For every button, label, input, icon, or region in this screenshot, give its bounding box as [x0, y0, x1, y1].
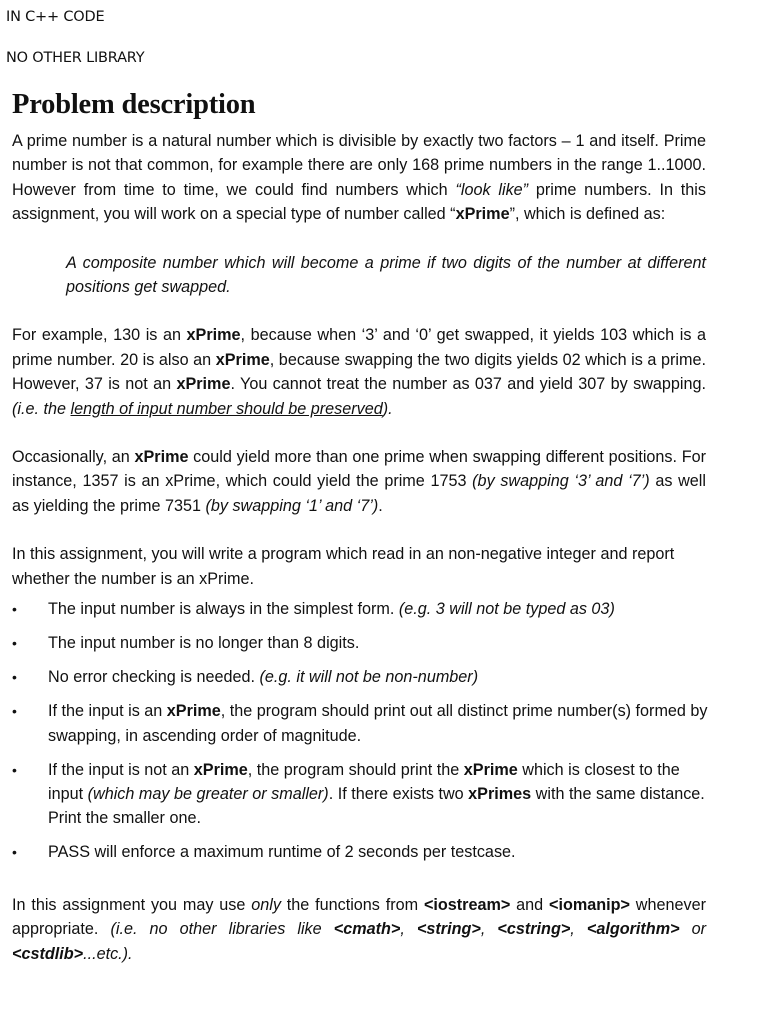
libs-sep: , [400, 920, 417, 939]
cstdlib-header: <cstdlib> [12, 944, 84, 963]
bullet-dot: • [12, 669, 17, 686]
bullet-note: (which may be greater or smaller) [87, 784, 329, 803]
bullet-dot: • [12, 601, 17, 618]
libs-text: In this assignment you may use [12, 895, 252, 914]
libs-text: whenever appropriate. [12, 895, 706, 939]
xprime-definition: A composite number which will become a prime if two digits of the number at different positions get swapped. [66, 253, 706, 297]
header-note-library: NO OTHER LIBRARY [6, 50, 145, 66]
bullet-dot: • [12, 844, 17, 861]
list-item [12, 758, 713, 831]
libs-sep: , [570, 920, 587, 939]
intro-text-2: prime numbers. In this assignment, you will work on a special type of number called “ [12, 180, 706, 224]
string-header: <string> [416, 920, 481, 939]
assignment-paragraph: In this assignment, you will write a program which read in an non-negative integer and report whether the number is an xPrime. [12, 545, 675, 588]
header-note-language: IN C++ CODE [6, 9, 105, 25]
example-paragraph-2 [12, 445, 706, 518]
bullet-text: The input number is no longer than 8 digits. [48, 634, 360, 653]
ie-close: ). [382, 399, 393, 418]
bullet-dot: • [12, 703, 17, 720]
libs-sep: , [480, 920, 498, 939]
xprime-term: xPrime [166, 702, 221, 721]
example1-text-c: , because swapping the two digits yields 02 which is a prime. However, 37 is not an [12, 350, 706, 394]
xprime-term: xPrime [134, 448, 189, 467]
length-preserved-note [12, 400, 393, 418]
intro-text-1: A prime number is a natural number which is divisible by exactly two factors – 1 and itself. Prime number is not that common, for example there are only 168 prime numbers in the range 1..1000. However from time to time, we could find numbers which [12, 132, 706, 199]
bullet-dot: • [12, 761, 17, 778]
example1-text-d: . You cannot treat the number as 037 and yield 307 by swapping. [230, 375, 706, 394]
xprime-term: xPrime [176, 375, 231, 394]
bullet-text: . If there exists two [328, 784, 469, 803]
example1-text-a: For example, 130 is an [12, 326, 187, 345]
bullet-note: (e.g. 3 will not be typed as 03) [398, 600, 615, 619]
requirements-list [12, 597, 706, 865]
example2-text-b: could yield more than one prime when swapping different positions. For instance, 1357 is an xPrime, which could yield the prime 1753 [12, 448, 706, 491]
libs-note-text: (i.e. no other libraries like [110, 920, 334, 939]
cstring-header: <cstring> [497, 920, 571, 939]
list-item [12, 631, 713, 655]
libs-text: and [510, 895, 549, 914]
xprimes-term: xPrimes [468, 784, 532, 803]
bullet-text: If the input is an [48, 702, 167, 721]
example1-text-b: , because when ‘3’ and ‘0’ get swapped, it yields 103 which is a prime number. 20 is also an [12, 326, 706, 369]
bullet-text: , the program should print the [247, 760, 464, 779]
only-emphasis: only [251, 895, 281, 914]
example-paragraph-1 [12, 323, 706, 421]
example2-text-c: as well as yielding the prime 7351 [12, 472, 706, 515]
list-item [12, 597, 713, 621]
look-like-emphasis: “look like” [455, 180, 529, 199]
forbidden-libraries-note [12, 920, 706, 962]
xprime-term: xPrime [455, 205, 510, 224]
swap-note-2: (by swapping ‘1’ and ‘7’) [205, 496, 379, 515]
iomanip-header: <iomanip> [549, 895, 630, 914]
length-preserved-underlined: length of input number should be preserved [70, 399, 383, 418]
libs-text: the functions from [280, 895, 424, 914]
xprime-term: xPrime [215, 350, 270, 369]
example2-text-a: Occasionally, an [12, 448, 135, 467]
iostream-header: <iostream> [423, 895, 511, 914]
list-item [12, 665, 713, 689]
libs-etc: ...etc.). [83, 944, 133, 963]
intro-paragraph [12, 129, 706, 227]
xprime-term: xPrime [463, 760, 518, 779]
bullet-note: (e.g. it will not be non-number) [259, 668, 479, 687]
ie-prefix: (i.e. the [12, 399, 71, 418]
xprime-term: xPrime [193, 760, 248, 779]
bullet-text: The input number is always in the simplest form. [48, 600, 399, 619]
list-item [12, 699, 713, 748]
xprime-term: xPrime [186, 326, 241, 345]
problem-document [12, 88, 706, 966]
libs-sep: or [679, 920, 707, 939]
bullet-text: with the same distance. Print the smaller one. [48, 784, 705, 828]
bullet-text: No error checking is needed. [48, 668, 260, 687]
algorithm-header: <algorithm> [586, 920, 680, 939]
cmath-header: <cmath> [333, 920, 401, 939]
bullet-dot: • [12, 635, 17, 652]
libraries-paragraph [12, 893, 706, 966]
bullet-text: If the input is not an [48, 760, 194, 779]
page-title: Problem description [12, 89, 256, 120]
swap-note-1: (by swapping ‘3’ and ‘7’) [472, 472, 650, 491]
intro-text-3: ”, which is defined as: [509, 205, 666, 224]
example2-text-d: . [378, 496, 383, 515]
bullet-text: , the program should print out all distinct prime number(s) formed by swapping, in ascending order of magnitude. [48, 702, 708, 745]
bullet-text: which is closest to the input [48, 760, 680, 803]
bullet-text: PASS will enforce a maximum runtime of 2 seconds per testcase. [48, 843, 516, 862]
list-item [12, 840, 713, 864]
